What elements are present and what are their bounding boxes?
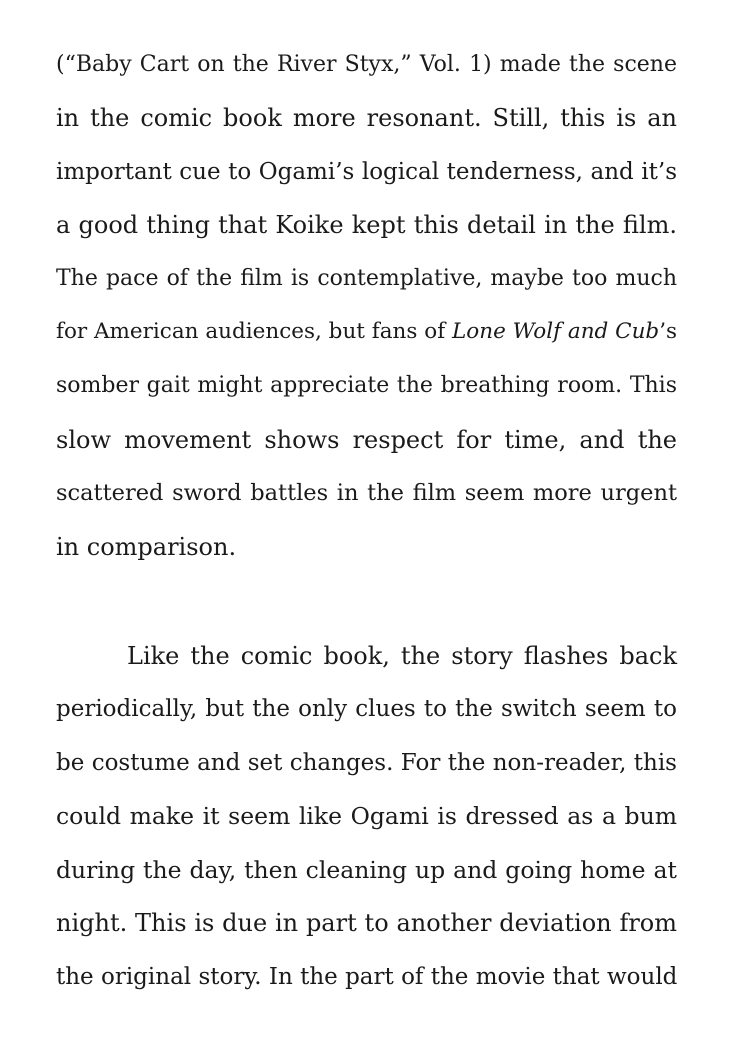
text-line: in comparison. <box>56 533 237 561</box>
text-line: (“Baby Cart on the River Styx,” Vol. 1) made the scene <box>56 52 677 77</box>
text-segment: ’s <box>659 319 678 344</box>
text-segment: for American audiences, but fans of <box>56 319 452 344</box>
text-line: important cue to Ogami’s logical tenderness, and it’s <box>56 159 677 185</box>
text-line: the original story. In the part of the movie that would <box>56 964 678 990</box>
text-line <box>56 317 677 347</box>
text-line: in the comic book more resonant. Still, this is an <box>56 104 677 132</box>
text-line: slow movement shows respect for time, and the <box>56 426 677 454</box>
book-title: Lone Wolf and Cub <box>452 319 660 344</box>
text-line: somber gait might appreciate the breathing room. This <box>56 373 677 398</box>
text-line: The pace of the film is contemplative, maybe too much <box>56 266 677 291</box>
text-line: night. This is due in part to another deviation from <box>56 909 677 937</box>
text-line: a good thing that Koike kept this detail in the film. <box>56 211 677 239</box>
text-line: scattered sword battles in the film seem more urgent <box>56 480 677 506</box>
text-line: during the day, then cleaning up and going home at <box>56 856 677 884</box>
text-line: be costume and set changes. For the non-reader, this <box>56 750 677 776</box>
text-line: Like the comic book, the story flashes back <box>127 642 677 670</box>
text-line: periodically, but the only clues to the switch seem to <box>56 696 677 722</box>
text-line: could make it seem like Ogami is dressed as a bum <box>56 802 677 830</box>
